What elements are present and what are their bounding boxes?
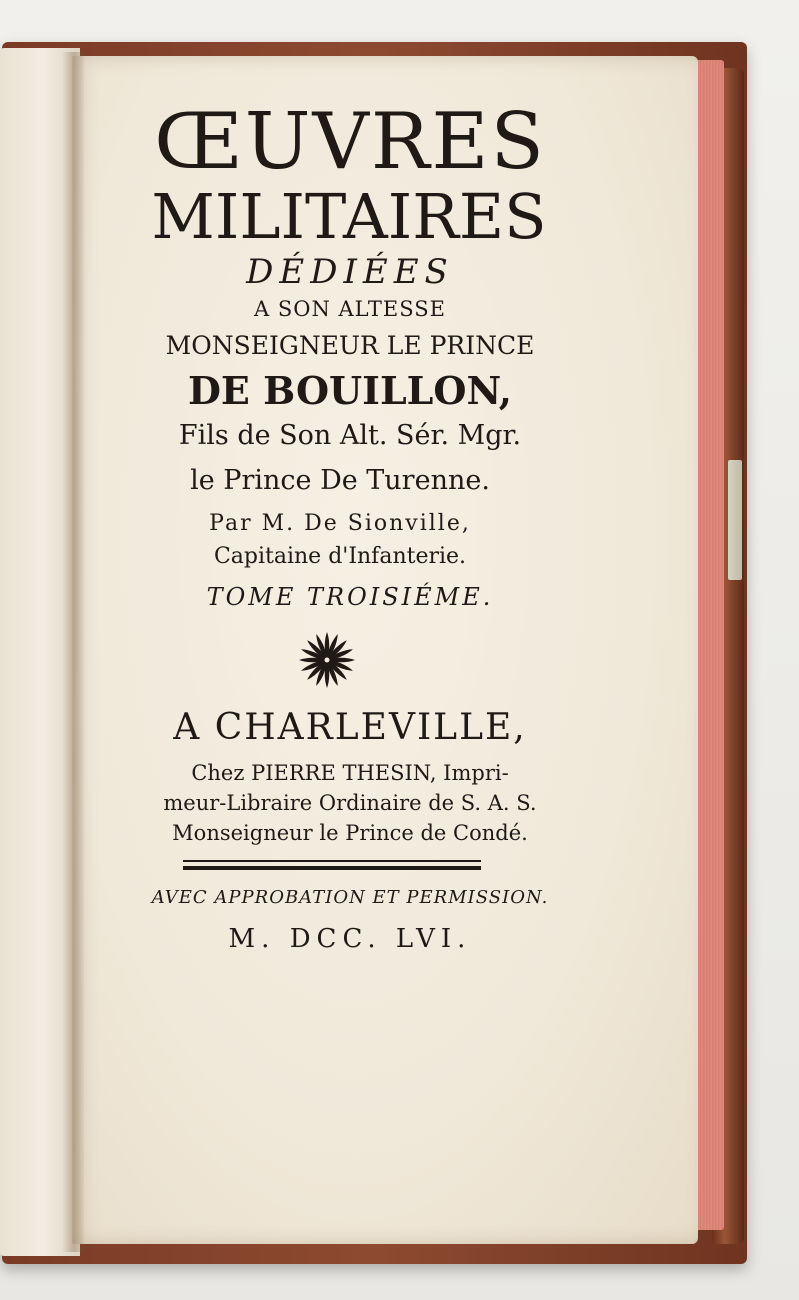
dedication-line-4: le Prince De Turenne.	[190, 465, 490, 496]
title-line-1: ŒUVRES	[154, 97, 546, 187]
imprint-date: M. DCC. LVI.	[228, 924, 472, 954]
title-line-2: MILITAIRES	[151, 180, 547, 253]
author-rank: Capitaine d'Infanterie.	[213, 544, 467, 569]
dedication-line-1: A SON ALTESSE	[254, 297, 446, 321]
dedication-heading: DÉDIÉES	[246, 252, 454, 292]
book-gutter	[62, 52, 84, 1252]
approbation-line: AVEC APPROBATION ET PERMISSION.	[151, 887, 549, 908]
title-page-text	[100, 97, 570, 960]
bookmark-ribbon	[728, 460, 742, 580]
printer-line-2: meur-Libraire Ordinaire de S. A. S.	[163, 791, 537, 815]
dedicatee-name: DE BOUILLON,	[187, 368, 513, 413]
dedication-line-2: MONSEIGNEUR LE PRINCE	[165, 331, 535, 360]
double-rule-divider	[183, 860, 481, 870]
dedication-line-3: Fils de Son Alt. Sér. Mgr.	[178, 420, 522, 451]
printer-line-1: Chez PIERRE THESIN, Impri-	[191, 761, 509, 785]
printer-line-3: Monseigneur le Prince de Condé.	[172, 821, 528, 845]
imprint-place: A CHARLEVILLE,	[173, 707, 527, 748]
volume-line: TOME TROISIÉME.	[206, 583, 494, 611]
fleuron-ornament-icon	[295, 628, 359, 692]
author-line: Par M. De Sionville,	[209, 511, 471, 536]
